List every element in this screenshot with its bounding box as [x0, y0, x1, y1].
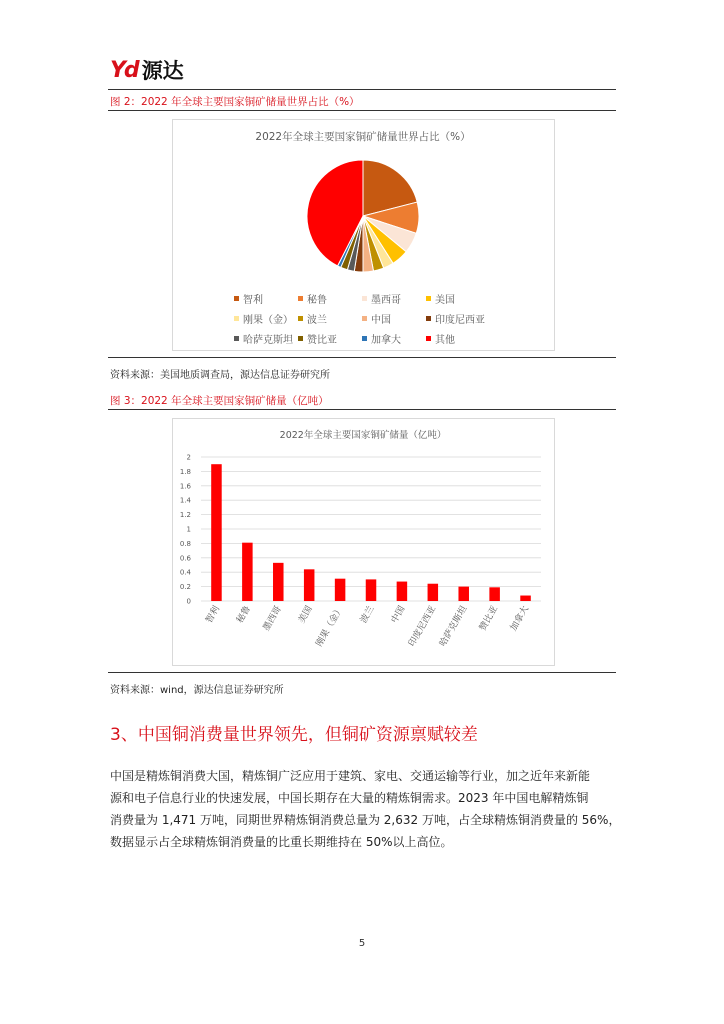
pie-legend-item — [298, 311, 362, 326]
y-tick-label: 0.2 — [179, 583, 191, 592]
legend-swatch — [298, 336, 303, 341]
bar-chart-panel — [172, 418, 555, 666]
pie-legend-item — [362, 291, 426, 306]
pie-chart-title: 2022年全球主要国家铜矿储量世界占比（%） — [255, 131, 471, 143]
bar-6 — [366, 579, 377, 601]
pie-legend-item — [426, 331, 490, 346]
figure2-source: 资料来源：美国地质调查局，源达信息证券研究所 — [110, 370, 330, 381]
legend-label: 中国 — [371, 314, 391, 326]
y-tick-label: 1.6 — [179, 482, 191, 491]
y-tick-label: 0.8 — [179, 539, 191, 548]
legend-label: 其他 — [435, 334, 455, 346]
legend-swatch — [362, 336, 367, 341]
pie-legend — [234, 288, 514, 348]
bar-5 — [335, 579, 346, 601]
pie-legend-item — [298, 291, 362, 306]
figure3-bottom-rule — [108, 672, 616, 673]
bar-2 — [242, 543, 253, 601]
bar-3 — [273, 563, 284, 601]
pie-legend-row — [234, 308, 514, 328]
figure3-top-rule — [108, 409, 616, 410]
bar-9 — [458, 587, 469, 601]
pie-legend-row — [234, 288, 514, 308]
x-tick-label: 哈萨克斯坦 — [438, 604, 470, 649]
bar-10 — [489, 587, 500, 601]
legend-label: 哈萨克斯坦 — [243, 334, 293, 346]
bar-11 — [520, 596, 531, 601]
pie-legend-item — [234, 291, 298, 306]
pie-legend-item — [298, 331, 362, 346]
legend-swatch — [426, 316, 431, 321]
y-tick-label: 1.2 — [179, 511, 191, 520]
y-tick-label: 0.4 — [179, 568, 191, 577]
figure2-top-rule — [108, 110, 616, 111]
x-tick-label: 印度尼西亚 — [407, 604, 439, 649]
legend-swatch — [426, 296, 431, 301]
pie-legend-row — [234, 328, 514, 348]
y-tick-label: 0 — [186, 597, 191, 606]
y-tick-label: 1 — [186, 525, 191, 534]
legend-swatch — [426, 336, 431, 341]
y-tick-label: 2 — [186, 453, 191, 462]
page-number: 5 — [358, 938, 366, 949]
x-tick-label: 墨西哥 — [261, 604, 284, 633]
legend-swatch — [234, 336, 239, 341]
figure2-caption: 图 2：2022 年全球主要国家铜矿储量世界占比（%） — [110, 96, 360, 108]
x-tick-label: 智利 — [204, 604, 223, 626]
legend-label: 加拿大 — [371, 334, 401, 346]
paragraph-line: 中国是精炼铜消费大国，精炼铜广泛应用于建筑、家电、交通运输等行业，加之近年来新能 — [110, 769, 591, 783]
x-tick-label: 秘鲁 — [235, 604, 253, 626]
pie-legend-item — [426, 311, 490, 326]
logo-text: 源达 — [141, 59, 184, 83]
x-tick-label: 波兰 — [358, 604, 377, 626]
legend-swatch — [298, 316, 303, 321]
brand-logo — [110, 56, 184, 84]
x-tick-label: 美国 — [297, 604, 315, 626]
bar-1 — [211, 464, 222, 601]
bar-8 — [428, 584, 439, 601]
bar-4 — [304, 569, 315, 601]
legend-label: 美国 — [435, 294, 455, 306]
legend-swatch — [298, 296, 303, 301]
pie-legend-item — [426, 291, 490, 306]
legend-swatch — [362, 316, 367, 321]
header-divider — [108, 89, 616, 90]
legend-label: 秘鲁 — [307, 294, 327, 306]
x-tick-label: 中国 — [389, 604, 408, 626]
pie-legend-item — [362, 311, 426, 326]
legend-swatch — [362, 296, 367, 301]
paragraph-line: 消费量为 1,471 万吨，同期世界精炼铜消费总量为 2,632 万吨，占全球精炼铜消费量的 56%， — [110, 813, 621, 827]
y-tick-label: 1.4 — [179, 496, 191, 505]
bar-chart-title: 2022年全球主要国家铜矿储量（亿吨） — [279, 430, 447, 441]
x-tick-label: 加拿大 — [508, 604, 532, 633]
y-tick-label: 1.8 — [179, 467, 191, 476]
bar-7 — [397, 582, 408, 601]
body-paragraph — [110, 765, 620, 853]
section-heading: 3、中国铜消费量世界领先，但铜矿资源禀赋较差 — [110, 725, 478, 745]
legend-label: 刚果（金） — [243, 314, 293, 326]
pie-legend-item — [362, 331, 426, 346]
figure2-bottom-rule — [108, 357, 616, 358]
legend-label: 印度尼西亚 — [435, 314, 485, 326]
legend-label: 赞比亚 — [307, 334, 337, 346]
legend-label: 智利 — [243, 294, 263, 306]
logo-mark: Yd — [110, 57, 138, 83]
y-tick-label: 0.6 — [179, 554, 191, 563]
legend-label: 波兰 — [307, 314, 327, 326]
paragraph-line: 源和电子信息行业的快速发展，中国长期存在大量的精炼铜需求。2023 年中国电解精炼铜 — [110, 791, 589, 805]
x-tick-label: 刚果（金） — [314, 604, 346, 649]
legend-swatch — [234, 296, 239, 301]
legend-swatch — [234, 316, 239, 321]
paragraph-line: 数据显示占全球精炼铜消费量的比重长期维持在 50%以上高位。 — [110, 835, 453, 849]
pie-legend-item — [234, 331, 298, 346]
x-tick-label: 赞比亚 — [478, 604, 501, 633]
figure3-caption: 图 3：2022 年全球主要国家铜矿储量（亿吨） — [110, 395, 329, 407]
figure3-source: 资料来源：wind，源达信息证券研究所 — [110, 685, 284, 696]
bar-chart — [173, 419, 554, 665]
pie-legend-item — [234, 311, 298, 326]
legend-label: 墨西哥 — [371, 294, 401, 306]
